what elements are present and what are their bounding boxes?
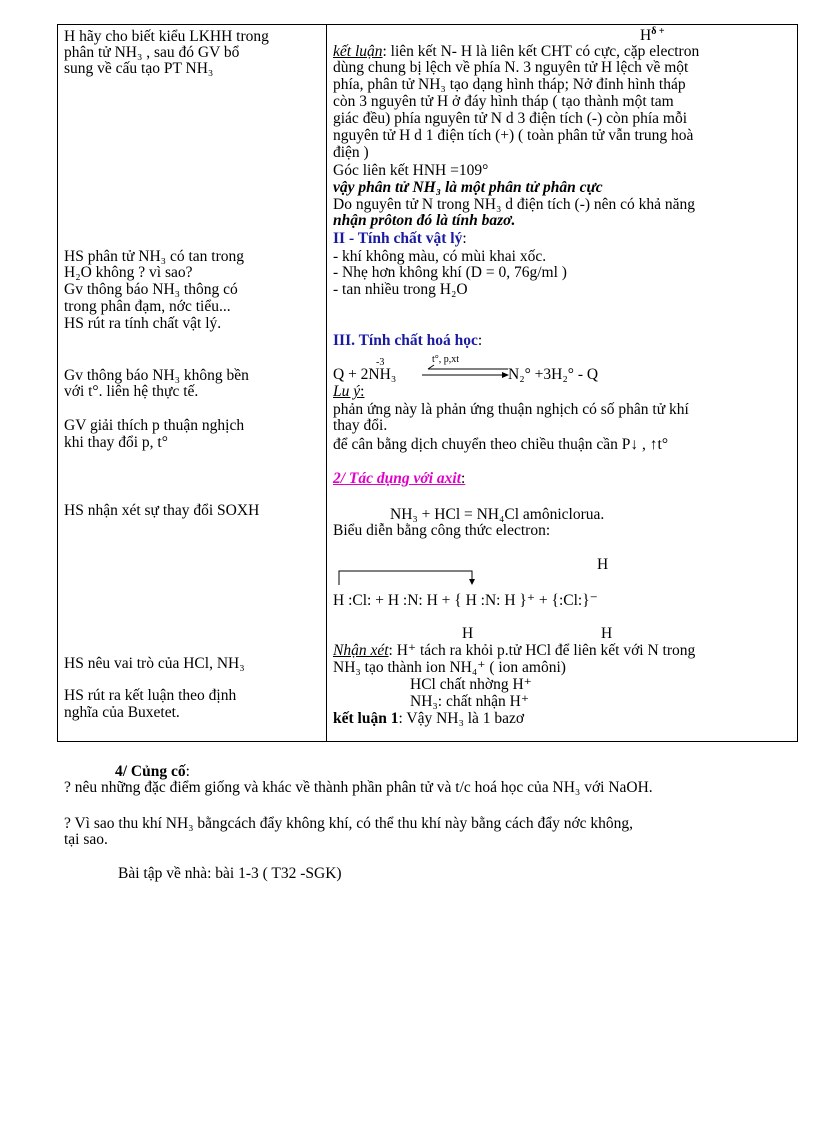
equation-right: N₂° +3H₂° - Q <box>508 366 599 383</box>
left-line: HS rút ra tính chất vật lý. <box>64 315 222 332</box>
conclusion-line: điện ) <box>333 144 369 161</box>
base-line: Do nguyên tử N trong NH₃ d điện tích (-) nên có khả năng <box>333 196 696 213</box>
observation-line: Nhận xét: H⁺ tách ra khỏi p.tử HCl để liên kết với N trong <box>333 642 696 659</box>
conclusion-line: dùng chung bị lệch về phía N. 3 nguyên tử H lệch về một <box>333 59 689 76</box>
lewis-bottom-h: H <box>601 625 613 642</box>
physical-prop: - tan nhiều trong H₂O <box>333 281 468 298</box>
left-line: HS nêu vai trò của HCl, NH₃ <box>64 655 245 672</box>
left-line: GV giải thích p thuận nghịch <box>64 417 245 434</box>
left-line: với t°. liên hệ thực tế. <box>64 383 199 400</box>
bond-angle: Góc liên kết HNH =109° <box>333 162 489 179</box>
left-line: HS phân tử NH₃ có tan trong <box>64 248 244 265</box>
reversible-note: phản ứng này là phản ứng thuận nghịch có số phân tử khí <box>333 401 689 418</box>
acid-equation: NH₃ + HCl = NH₄Cl amôniclorua. <box>390 506 605 523</box>
observation-line: NH₃ tạo thành ion NH₄⁺ ( ion amôni) <box>333 659 566 676</box>
electron-formula-caption: Biểu diễn bằng công thức electron: <box>333 522 551 539</box>
question-2: tại sao. <box>64 831 108 848</box>
proton-acceptor: NH₃: chất nhận H⁺ <box>410 693 530 710</box>
conclusion-line: còn 3 nguyên tử H ở đáy hình tháp ( tạo thành một tam <box>333 93 674 110</box>
left-line: Gv thông báo NH₃ không bền <box>64 367 249 384</box>
proton-donor: HCl chất nhờng H⁺ <box>410 676 532 693</box>
reversible-arrow-icon <box>420 364 510 380</box>
conclusion-line: phía, phân tử NH₃ tạo dạng hình tháp; Nở đỉnh hình tháp <box>333 76 686 93</box>
lewis-bottom-h: H <box>462 625 474 642</box>
conclusion-1: kết luận 1: Vậy NH₃ là 1 bazơ <box>333 710 525 727</box>
left-line: khi thay đổi p, t° <box>64 434 168 451</box>
left-line: nghĩa của Buxetet. <box>64 704 180 721</box>
equation-left: Q + 2NH₃ <box>333 366 397 383</box>
left-line: sung về cấu tạo PT NH₃ <box>64 60 214 77</box>
left-line: trong phân đạm, nớc tiểu... <box>64 298 231 315</box>
conclusion-line: nguyên tử H d 1 điện tích (+) ( toàn phân tử vẫn trung hoà <box>333 127 694 144</box>
column-divider <box>326 25 327 741</box>
left-line: H₂O không ? vì sao? <box>64 264 193 281</box>
conclusion-line: giác đều) phía nguyên tử N d 3 điện tích (-) còn phía mỗi <box>333 110 688 127</box>
lewis-structure: H :Cl: + H :N: H + { H :N: H }⁺ + {:Cl:}⁻ <box>333 592 598 609</box>
equilibrium-shift: để cân bằng dịch chuyển theo chiều thuận cần P↓ , ↑t° <box>333 436 669 453</box>
electron-transfer-arrow-icon <box>338 569 480 587</box>
homework: Bài tập về nhà: bài 1-3 ( T32 -SGK) <box>118 865 342 882</box>
lewis-top-h: H <box>597 556 609 573</box>
question-2: ? Vì sao thu khí NH₃ bằngcách đẩy không khí, có thể thu khí này bằng cách đẩy nớc không, <box>64 815 634 832</box>
reaction-conditions: t°, p,xt <box>432 354 460 365</box>
physical-prop: - Nhẹ hơn không khí (D = 0, 76g/ml ) <box>333 264 567 281</box>
question-1: ? nêu những đặc điểm giống và khác về thành phần phân tử và t/c hoá học của NH₃ với NaOH. <box>64 779 653 796</box>
physical-prop: - khí không màu, có mùi khai xốc. <box>333 248 547 265</box>
subheading-acid: 2/ Tác dụng với axit: <box>333 470 466 487</box>
oxidation-state: -3 <box>376 357 385 368</box>
heading-physical: II - Tính chất vật lý: <box>333 230 467 247</box>
left-line: HS rút ra kết luận theo định <box>64 687 237 704</box>
section-title: 4/ Củng cố: <box>115 763 190 780</box>
conclusion-line: kết luận: liên kết N- H là liên kết CHT có cực, cặp electron <box>333 43 700 60</box>
left-line: Gv thông báo NH₃ thông có <box>64 281 238 298</box>
base-line-bold: nhận prôton đó là tính bazơ. <box>333 212 516 229</box>
note-label: Lu ý: <box>333 383 365 400</box>
reversible-note: thay đổi. <box>333 417 388 434</box>
polar-statement: vậy phân tử NH₃ là một phân tử phân cực <box>333 179 603 196</box>
left-line: phân tử NH₃ , sau đó GV bổ <box>64 44 240 61</box>
left-line: H hãy cho biết kiểu LKHH trong <box>64 28 269 45</box>
h-delta-plus: $H^{\delta +}$ <box>640 25 665 44</box>
left-line: HS nhận xét sự thay đổi SOXH <box>64 502 260 519</box>
heading-chemical: III. Tính chất hoá học: <box>333 332 483 349</box>
